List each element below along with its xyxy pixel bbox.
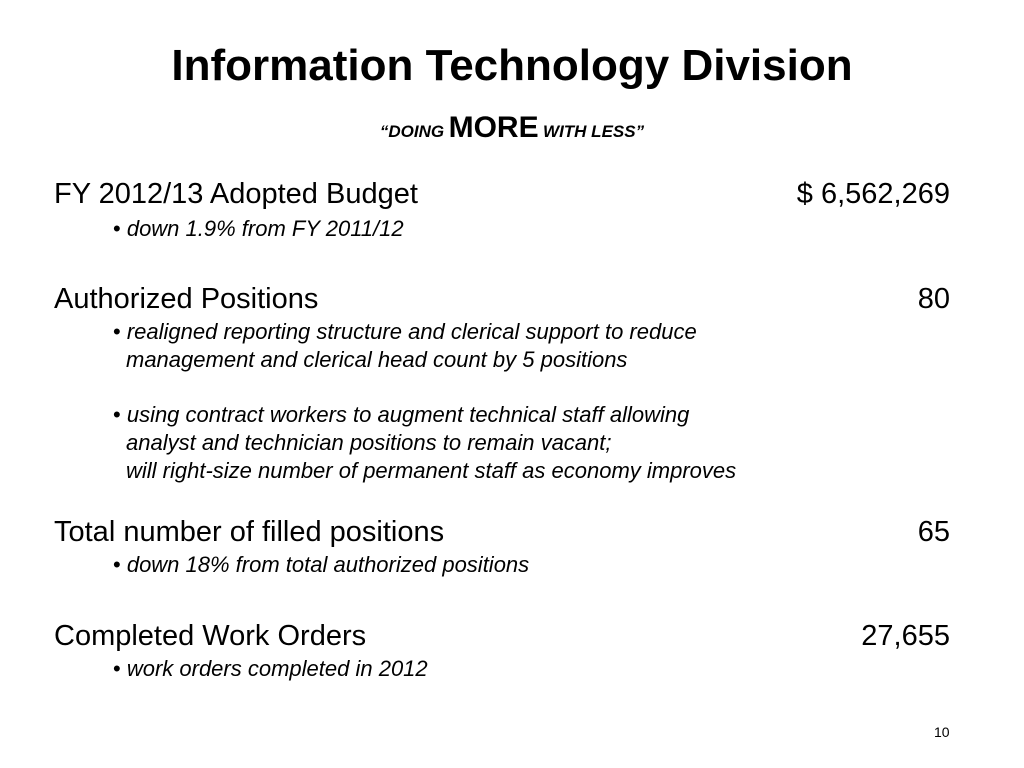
- authorized-positions-value: 80: [917, 283, 950, 315]
- bullet-text: work orders completed in 2012: [126, 656, 428, 681]
- subtitle-open-quote: “: [379, 122, 389, 141]
- bullet-text: down 18% from total authorized positions: [126, 552, 530, 577]
- budget-value: $ 6,562,269: [796, 178, 950, 210]
- page-number: 10: [934, 724, 950, 740]
- authorized-positions-row: [54, 281, 950, 317]
- authorized-positions-label: Authorized Positions: [54, 283, 319, 315]
- authorized-bullet-2: [113, 401, 689, 429]
- bullet-marker: •: [113, 656, 121, 681]
- authorized-bullet-1: [113, 318, 697, 346]
- bullet-text: using contract workers to augment technical staff allowing: [126, 402, 690, 427]
- bullet-marker: •: [113, 319, 121, 344]
- budget-row: [54, 176, 950, 212]
- bullet-marker: •: [113, 402, 121, 427]
- filled-positions-row: [54, 514, 950, 550]
- work-orders-row: [54, 618, 950, 654]
- work-orders-bullet: [113, 655, 428, 683]
- filled-bullet: [113, 551, 529, 579]
- bullet-marker: •: [113, 552, 121, 577]
- subtitle-word-doing: DOING: [388, 122, 445, 141]
- authorized-bullet-1-line-2: management and clerical head count by 5 positions: [126, 347, 628, 372]
- bullet-marker: •: [113, 216, 121, 241]
- slide-subtitle: [0, 110, 1024, 151]
- filled-positions-label: Total number of filled positions: [54, 516, 445, 548]
- bullet-text: down 1.9% from FY 2011/12: [126, 216, 404, 241]
- subtitle-word-more: MORE: [448, 111, 539, 144]
- subtitle-close-quote: ”: [635, 122, 645, 141]
- authorized-bullet-2-line-2: analyst and technician positions to remain vacant;: [126, 430, 612, 455]
- slide-title: Information Technology Division: [171, 41, 853, 90]
- authorized-bullet-2-line-3: will right-size number of permanent staff as economy improves: [126, 458, 737, 483]
- budget-bullet: [113, 215, 404, 243]
- work-orders-value: 27,655: [861, 620, 950, 652]
- budget-label: FY 2012/13 Adopted Budget: [54, 178, 418, 210]
- filled-positions-value: 65: [917, 516, 950, 548]
- work-orders-label: Completed Work Orders: [54, 620, 367, 652]
- bullet-text: realigned reporting structure and clerical support to reduce: [126, 319, 697, 344]
- subtitle-word-with-less: WITH LESS: [543, 122, 636, 141]
